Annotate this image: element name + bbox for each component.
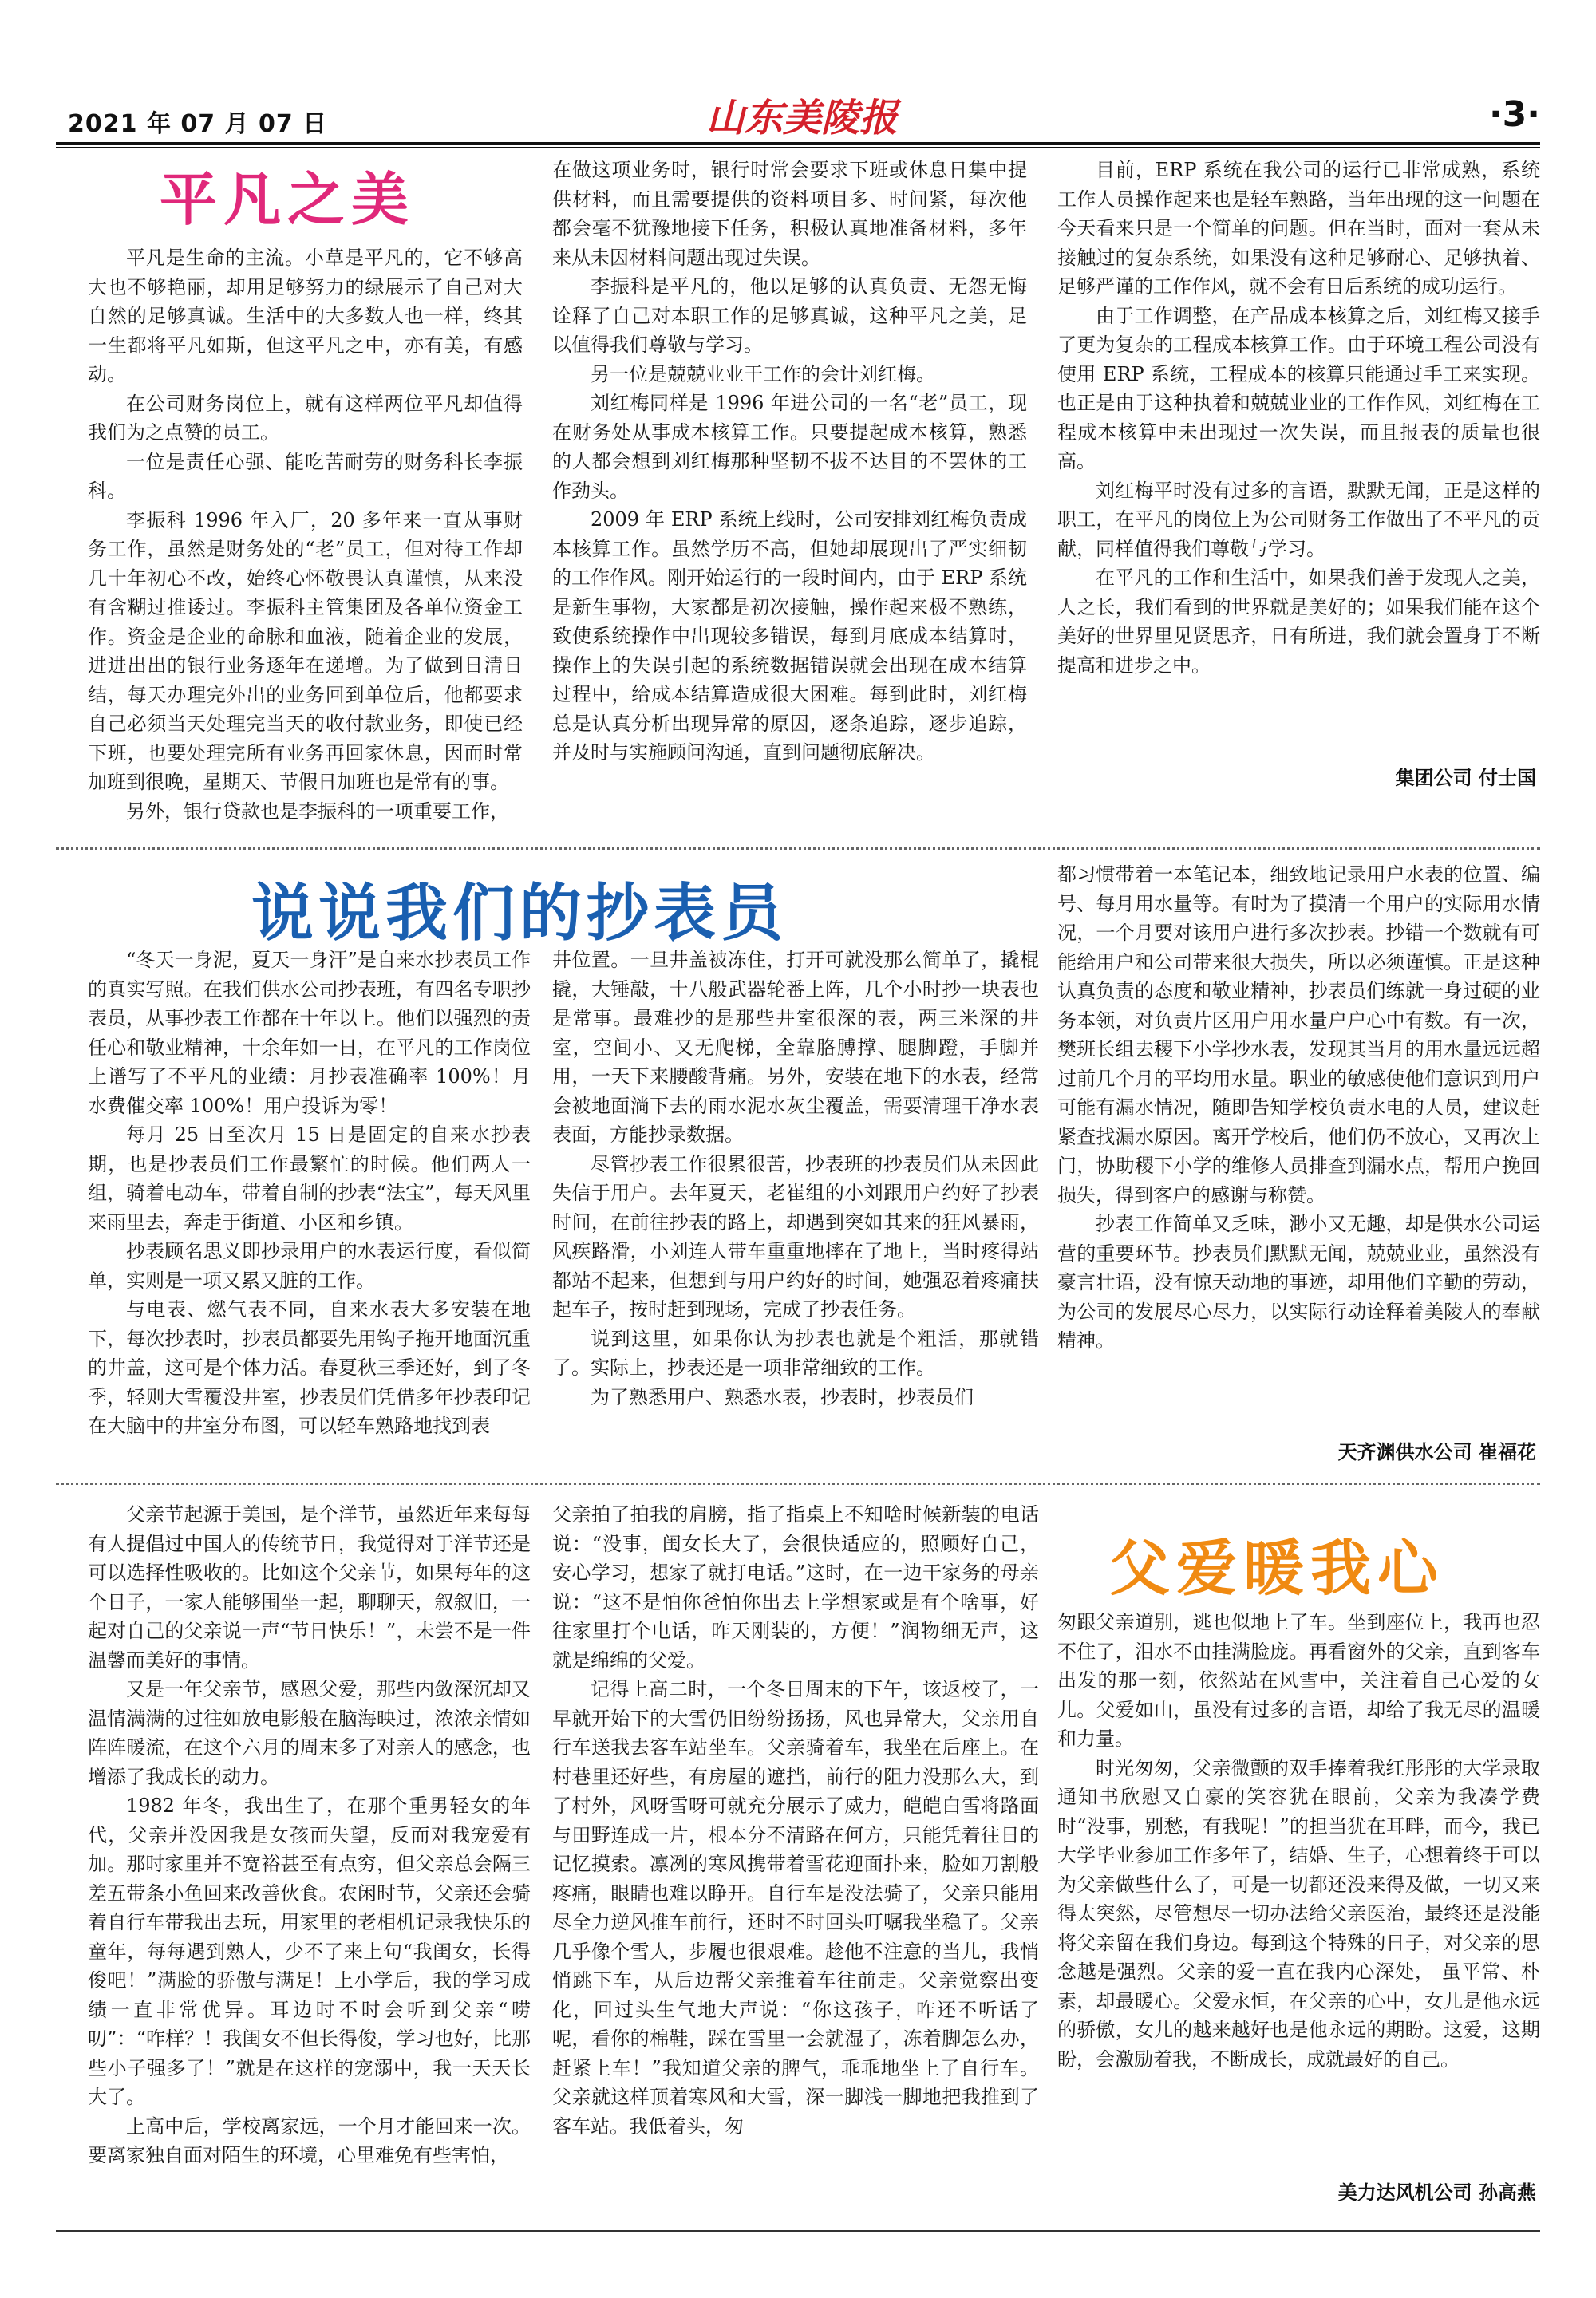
issue-date: 2021 年 07 月 07 日 — [68, 110, 328, 138]
paragraph: 另一位是兢兢业业干工作的会计刘红梅。 — [591, 362, 935, 385]
article-column — [552, 946, 1039, 1464]
paragraph: 匆跟父亲道别，逃也似地上了车。坐到座位上，我再也忍不住了，泪水不由挂满脸庞。再看窗外的父亲，直到客车出发的那一刻，依然站在风雪中，关注着自己心爱的女儿。父爱如山，虽没有过多的言语，却给了我无尽的温暖和力量。 — [1057, 1611, 1540, 1750]
article-column — [1057, 156, 1540, 746]
article-column — [88, 1500, 531, 2234]
article-title: 说说我们的抄表员 — [251, 878, 788, 950]
article-column — [88, 946, 531, 1464]
masthead-rule-thin — [56, 147, 1540, 148]
section-divider — [56, 847, 1540, 850]
article-title: 父爱暖我心 — [1109, 1533, 1444, 1604]
paragraph: 上高中后，学校离家远，一个月才能回来一次。要离家独自面对陌生的环境，心里难免有些害怕， — [88, 2114, 531, 2166]
paragraph: 在公司财务岗位上，就有这样两位平凡却值得我们为之点赞的员工。 — [88, 392, 523, 444]
paragraph: 目前，ERP 系统在我公司的运行已非常成熟，系统工作人员操作起来也是轻车熟路，当年出现的这一问题在今天看来只是一个简单的问题。但在当时，面对一套从未接触过的复杂系统，如果没有这种足够耐心、足够执着、足够严谨的工作作风，就不会有日后系统的成功运行。 — [1057, 159, 1540, 298]
paragraph: 另外，银行贷款也是李振科的一项重要工作， — [126, 800, 509, 823]
article-column — [552, 156, 1027, 826]
paragraph: 1982 年冬，我出生了，在那个重男轻女的年代，父亲并没因我是女孩而失望，反而对我宠爱有加。那时家里并不宽裕甚至有点穷，但父亲总会隔三差五带条小鱼回来改善伙食。农闲时节，父亲还会骑着自行车带我出去玩，用家里的老相机记录我快乐的童年，每每遇到熟人，少不了来上句“我闺女，长得俊吧！”满脸的骄傲与满足！上小学后，我的学习成绩一直非常优异。耳边时不时会听到父亲“唠叨”：“咋样？！我闺女不但长得俊，学习也好，比那些小子强多了！”就是在这样的宠溺中，我一天天长大了。 — [88, 1795, 531, 2108]
article-column — [88, 243, 523, 826]
paragraph: “冬天一身泥，夏天一身汗”是自来水抄表员工作的真实写照。在我们供水公司抄表班，有四名专职抄表员，从事抄表工作都在十年以上。他们以强烈的责任心和敬业精神，十余年如一日，在平凡的工作岗位上谱写了不平凡的业绩：月抄表准确率 100%！月水费催交率 100%！用户投诉为零！ — [88, 949, 531, 1117]
page-bottom-rule — [56, 2230, 1540, 2232]
paragraph: 尽管抄表工作很累很苦，抄表班的抄表员们从未因此失信于用户。去年夏天，老崔组的小刘跟用户约好了抄表时间，在前往抄表的路上，却遇到突如其来的狂风暴雨，风疾路滑，小刘连人带车重重地摔在了地上，当时疼得站都站不起来，但想到与用户约好的时间，她强忍着疼痛扶起车子，按时赶到现场，完成了抄表任务。 — [552, 1152, 1039, 1321]
article-byline: 集团公司 付士国 — [1395, 767, 1536, 789]
paragraph: 井位置。一旦井盖被冻住，打开可就没那么简单了，撬棍撬，大锤敲，十八般武器轮番上阵，几个小时抄一块表也是常事。最难抄的是那些井室很深的表，两三米深的井室，空间小、又无爬梯，全靠胳膊撑、腿脚蹬，手脚并用，一天下来腰酸背痛。另外，安装在地下的水表，经常会被地面淌下去的雨水泥水灰尘覆盖，需要清理干净水表表面，方能抄录数据。 — [552, 949, 1039, 1146]
paragraph: 记得上高二时，一个冬日周末的下午，该返校了，一早就开始下的大雪仍旧纷纷扬扬，风也异常大，父亲用自行车送我去客车站坐车。父亲骑着车，我坐在后座上。在村巷里还好些，有房屋的遮挡，前行的阻力没那么大，到了村外，风呀雪呀可就充分展示了威力，皑皑白雪将路面与田野连成一片，根本分不清路在何方，只能凭着往日的记忆摸索。凛冽的寒风携带着雪花迎面扑来，脸如刀割般疼痛，眼睛也难以睁开。自行车是没法骑了，父亲只能用尽全力逆风推车前行，还时不时回头叮嘱我坐稳了。父亲几乎像个雪人，步履也很艰难。趁他不注意的当儿，我悄悄跳下车，从后边帮父亲推着车往前走。父亲觉察出变化，回过头生气地大声说：“你这孩子，咋还不听话了呢，看你的棉鞋，踩在雪里一会就湿了，冻着脚怎么办，赶紧上车！”我知道父亲的脾气，乖乖地坐上了自行车。父亲就这样顶着寒风和大雪，深一脚浅一脚地把我推到了客车站。我低着头，匆 — [552, 1678, 1039, 2138]
paragraph: 李振科是平凡的，他以足够的认真负责、无怨无悔诠释了自己对本职工作的足够真诚，这种平凡之美，足以值得我们尊敬与学习。 — [552, 275, 1027, 356]
paragraph: 一位是责任心强、能吃苦耐劳的财务科长李振科。 — [88, 450, 523, 502]
article-title: 平凡之美 — [160, 166, 416, 233]
paragraph: 李振科 1996 年入厂，20 多年来一直从事财务工作，虽然是财务处的“老”员工，但对待工作却几十年初心不改，始终心怀敬畏认真谨慎，从来没有含糊过推诿过。李振科主管集团及各单位资金工作。资金是企业的命脉和血液，随着企业的发展，进进出出的银行业务逐年在递增。为了做到日清日结，每天办理完外出的业务回到单位后，他都要求自己必须当天处理完当天的收付款业务，即使已经下班，也要处理完所有业务再回家休息，因而时常加班到很晚，星期天、节假日加班也是常有的事。 — [88, 508, 523, 793]
paragraph: 在平凡的工作和生活中，如果我们善于发现人之美，人之长，我们看到的世界就是美好的；如果我们能在这个美好的世界里见贤思齐，日有所进，我们就会置身于不断提高和进步之中。 — [1057, 567, 1540, 677]
section-divider — [56, 1483, 1540, 1485]
article-column — [552, 1500, 1039, 2234]
paragraph: 2009 年 ERP 系统上线时，公司安排刘红梅负责成本核算工作。虽然学历不高，但她却展现出了严实细韧的工作作风。刚开始运行的一段时间内，由于 ERP 系统是新生事物，大家都是初次接触，操作起来极不熟练，致使系统操作中出现较多错误，每到月底成本结算时，操作上的失误引起的系统数据错误就会出现在成本结算过程中，给成本结算造成很大困难。每到此时，刘红梅总是认真分析出现异常的原因，逐条追踪，逐步追踪，并及时与实施顾问沟通，直到问题彻底解决。 — [552, 508, 1027, 764]
paragraph: 每月 25 日至次月 15 日是固定的自来水抄表期，也是抄表员们工作最繁忙的时候。他们两人一组，骑着电动车，带着自制的抄表“法宝”，每天风里来雨里去，奔走于街道、小区和乡镇。 — [88, 1123, 531, 1234]
paragraph: 抄表顾名思义即抄录用户的水表运行度，看似简单，实则是一项又累又脏的工作。 — [88, 1240, 531, 1292]
paragraph: 父亲节起源于美国，是个洋节，虽然近年来每每有人提倡过中国人的传统节日，我觉得对于洋节还是可以选择性吸收的。比如这个父亲节，如果每年的这个日子，一家人能够围坐一起，聊聊天，叙叙旧，一起对自己的父亲说一声“节日快乐！”，未尝不是一件温馨而美好的事情。 — [88, 1503, 531, 1672]
svg-text:山东美陵报: 山东美陵报 — [705, 96, 899, 140]
paragraph: 由于工作调整，在产品成本核算之后，刘红梅又接手了更为复杂的工程成本核算工作。由于环境工程公司没有使用 ERP 系统，工程成本的核算只能通过手工来实现。也正是由于这种执着和兢兢业业的工作作风，刘红梅在工程成本核算中未出现过一次失误，而且报表的质量也很高。 — [1057, 304, 1540, 472]
paragraph: 刘红梅同样是 1996 年进公司的一名“老”员工，现在财务处从事成本核算工作。只要提起成本核算，熟悉的人都会想到刘红梅那种坚韧不拔不达目的不罢休的工作劲头。 — [552, 392, 1027, 502]
paragraph: 都习惯带着一本笔记本，细致地记录用户水表的位置、编号、每月用水量等。有时为了摸清一个用户的实际用水情况，一个月要对该用户进行多次抄表。抄错一个数就有可能给用户和公司带来很大损失，所以必须谨慎。正是这种认真负责的态度和敬业精神，抄表员们练就一身过硬的业务本领，对负责片区用户用水量户户心中有数。有一次，樊班长组去稷下小学抄水表，发现其当月的用水量远远超过前几个月的平均用水量。职业的敏感使他们意识到用户可能有漏水情况，随即告知学校负责水电的人员，建议赶紧查找漏水原因。离开学校后，他们仍不放心，又再次上门，协助稷下小学的维修人员排查到漏水点，帮用户挽回损失，得到客户的感谢与称赞。 — [1057, 863, 1540, 1206]
page-number: ·3· — [1488, 94, 1540, 135]
paragraph: 时光匆匆，父亲微颤的双手捧着我红彤彤的大学录取通知书欣慰又自豪的笑容犹在眼前，父亲为我凑学费时“没事，别愁，有我呢！”的担当犹在耳畔，而今，我已大学毕业参加工作多年了，结婚、生子，心想着终于可以为父亲做些什么了，可是一切都还没来得及做，一切又来得太突然，尽管想尽一切办法给父亲医治，最终还是没能将父亲留在我们身边。每到这个特殊的日子，对父亲的思念越是强烈。父亲的爱一直在我内心深处， 虽平常、朴素，却最暖心。父爱永恒，在父亲的心中，女儿是他永远的骄傲，女儿的越来越好也是他永远的期盼。这爱，这期盼，会激励着我，不断成长，成就最好的自己。 — [1057, 1756, 1540, 2071]
paragraph: 抄表工作简单又乏味，渺小又无趣，却是供水公司运营的重要环节。抄表员们默默无闻，兢兢业业，虽然没有豪言壮语，没有惊天动地的事迹，却用他们辛勤的劳动，为公司的发展尽心尽力，以实际行动诠释着美陵人的奉献精神。 — [1057, 1213, 1540, 1352]
article-byline: 美力达风机公司 孙高燕 — [1337, 2182, 1536, 2204]
paragraph: 父亲拍了拍我的肩膀，指了指桌上不知啥时候新装的电话说：“没事，闺女长大了，会很快适应的，照顾好自己，安心学习，想家了就打电话。”这时，在一边干家务的母亲说：“这不是怕你爸怕你出去上学想家或是有个啥事，好往家里打个电话，昨天刚装的，方便！”润物细无声，这就是绵绵的父爱。 — [552, 1503, 1039, 1672]
paragraph: 与电表、燃气表不同，自来水表大多安装在地下，每次抄表时，抄表员都要先用钩子拖开地面沉重的井盖，这可是个体力活。春夏秋三季还好，到了冬季，轻则大雪覆没井室，抄表员们凭借多年抄表印记在大脑中的井室分布图，可以轻车熟路地找到表 — [88, 1298, 531, 1437]
article-column — [1057, 860, 1540, 1467]
article-byline: 天齐渊供水公司 崔福花 — [1337, 1441, 1536, 1463]
article-column — [1057, 1608, 1540, 2170]
paragraph: 说到这里，如果你认为抄表也就是个粗活，那就错了。实际上，抄表还是一项非常细致的工作。 — [552, 1327, 1039, 1379]
paragraph: 在做这项业务时，银行时常会要求下班或休息日集中提供材料，而且需要提供的资料项目多、时间紧，每次他都会毫不犹豫地接下任务，积极认真地准备材料，多年来从未因材料问题出现过失误。 — [552, 159, 1027, 269]
masthead-logo — [702, 89, 902, 145]
masthead-rule — [56, 142, 1540, 145]
paragraph: 又是一年父亲节，感恩父爱，那些内敛深沉却又温情满满的过往如放电影般在脑海映过，浓浓亲情如阵阵暖流，在这个六月的周末多了对亲人的感念，也增添了我成长的动力。 — [88, 1678, 531, 1788]
paragraph: 平凡是生命的主流。小草是平凡的，它不够高大也不够艳丽，却用足够努力的绿展示了自己对大自然的足够真诚。生活中的大多数人也一样，终其一生都将平凡如斯，但这平凡之中，亦有美，有感动。 — [88, 247, 523, 385]
paragraph: 为了熟悉用户、熟悉水表，抄表时，抄表员们 — [591, 1385, 974, 1408]
paragraph: 刘红梅平时没有过多的言语，默默无闻，正是这样的职工，在平凡的岗位上为公司财务工作做出了不平凡的贡献，同样值得我们尊敬与学习。 — [1057, 479, 1540, 560]
